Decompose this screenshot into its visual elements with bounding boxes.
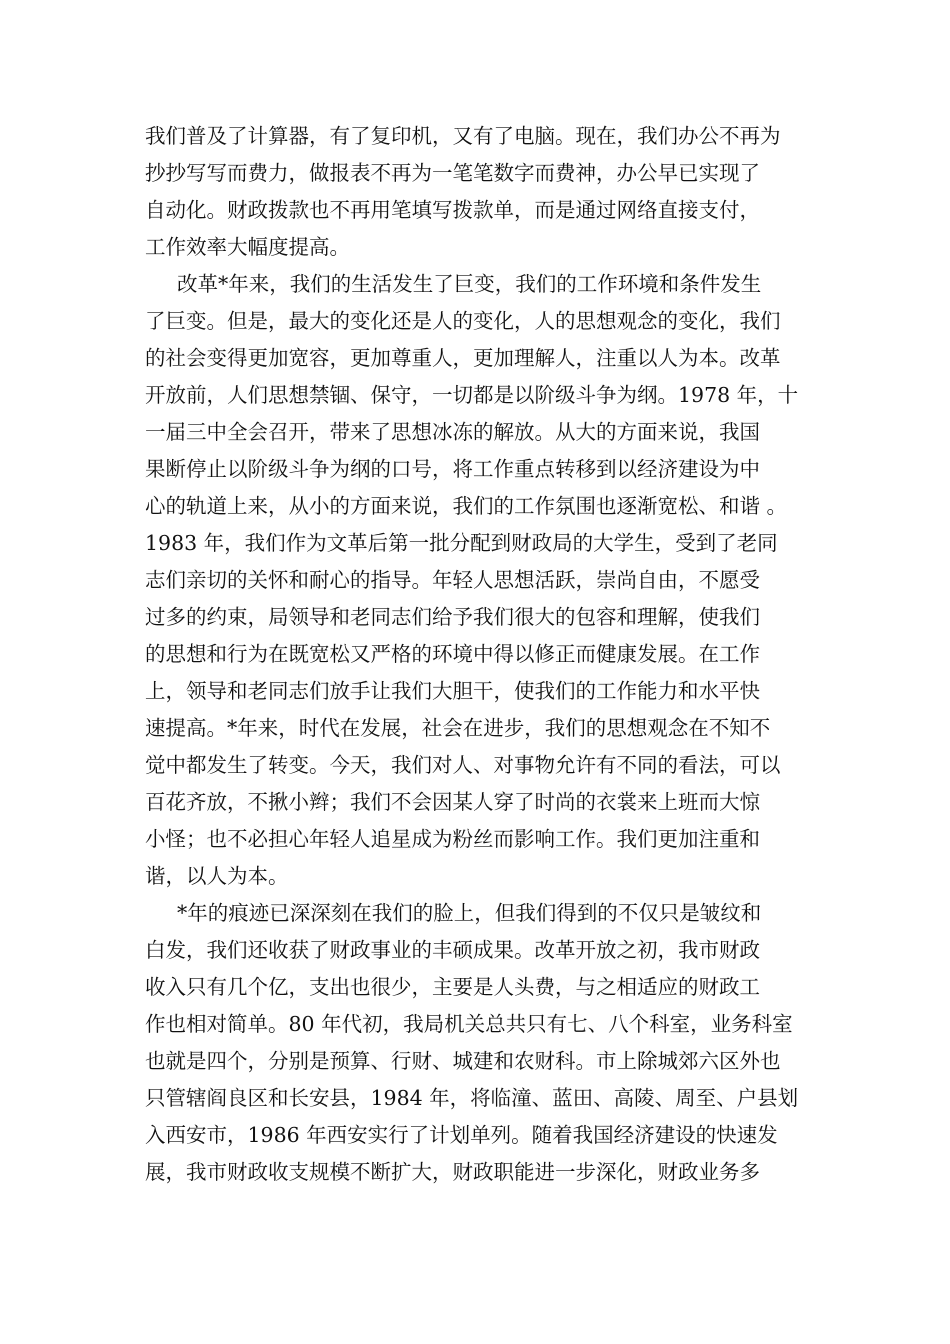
text-line: 的思想和行为在既宽松又严格的环境中得以修正而健康发展。在工作: [145, 642, 760, 666]
text-line: 改革*年来，我们的生活发生了巨变，我们的工作环境和条件发生: [177, 272, 762, 296]
text-line: 展，我市财政收支规模不断扩大，财政职能进一步深化，财政业务多: [145, 1160, 760, 1184]
paragraph-3: [145, 895, 807, 1191]
text-line: 也就是四个，分别是预算、行财、城建和农财科。市上除城郊六区外也: [145, 1049, 781, 1073]
paragraph-2: [145, 266, 807, 895]
text-line: 小怪；也不必担心年轻人追星成为粉丝而影响工作。我们更加注重和: [145, 827, 760, 851]
text-line: 抄抄写写而费力，做报表不再为一笔笔数字而费神，办公早已实现了: [145, 161, 760, 185]
text-line: 1983 年，我们作为文革后第一批分配到财政局的大学生，受到了老同: [145, 531, 778, 555]
text-line: 我们普及了计算器，有了复印机，又有了电脑。现在，我们办公不再为: [145, 124, 781, 148]
text-line: 志们亲切的关怀和耐心的指导。年轻人思想活跃，崇尚自由，不愿受: [145, 568, 760, 592]
text-line: 了巨变。但是，最大的变化还是人的变化，人的思想观念的变化，我们: [145, 309, 781, 333]
text-line: *年的痕迹已深深刻在我们的脸上，但我们得到的不仅只是皱纹和: [177, 901, 762, 925]
text-line: 心的轨道上来，从小的方面来说，我们的工作氛围也逐渐宽松、和谐 。: [145, 494, 788, 518]
text-line: 工作效率大幅度提高。: [145, 235, 350, 259]
text-line: 谐，以人为本。: [145, 864, 289, 888]
text-line: 的社会变得更加宽容，更加尊重人，更加理解人，注重以人为本。改革: [145, 346, 781, 370]
text-line: 白发，我们还收获了财政事业的丰硕成果。改革开放之初，我市财政: [145, 938, 760, 962]
text-line: 速提高。*年来，时代在发展，社会在进步，我们的思想观念在不知不: [145, 716, 771, 740]
text-line: 百花齐放，不揪小辫；我们不会因某人穿了时尚的衣裳来上班而大惊: [145, 790, 760, 814]
text-line: 开放前，人们思想禁锢、保守，一切都是以阶级斗争为纲。1978 年，十: [145, 383, 799, 407]
text-line: 过多的约束，局领导和老同志们给予我们很大的包容和理解，使我们: [145, 605, 760, 629]
paragraph-1: [145, 118, 807, 266]
text-line: 上，领导和老同志们放手让我们大胆干，使我们的工作能力和水平快: [145, 679, 760, 703]
text-line: 自动化。财政拨款也不再用笔填写拨款单，而是通过网络直接支付，: [145, 198, 760, 222]
document-body: [145, 118, 807, 1191]
text-line: 入西安市，1986 年西安实行了计划单列。随着我国经济建设的快速发: [145, 1123, 778, 1147]
text-line: 觉中都发生了转变。今天，我们对人、对事物允许有不同的看法，可以: [145, 753, 781, 777]
text-line: 果断停止以阶级斗争为纲的口号，将工作重点转移到以经济建设为中: [145, 457, 760, 481]
text-line: 收入只有几个亿，支出也很少，主要是人头费，与之相适应的财政工: [145, 975, 760, 999]
text-line: 作也相对简单。80 年代初，我局机关总共只有七、八个科室，业务科室: [145, 1012, 793, 1036]
text-line: 只管辖阎良区和长安县，1984 年，将临潼、蓝田、高陵、周至、户县划: [145, 1086, 799, 1110]
text-line: 一届三中全会召开，带来了思想冰冻的解放。从大的方面来说，我国: [145, 420, 760, 444]
